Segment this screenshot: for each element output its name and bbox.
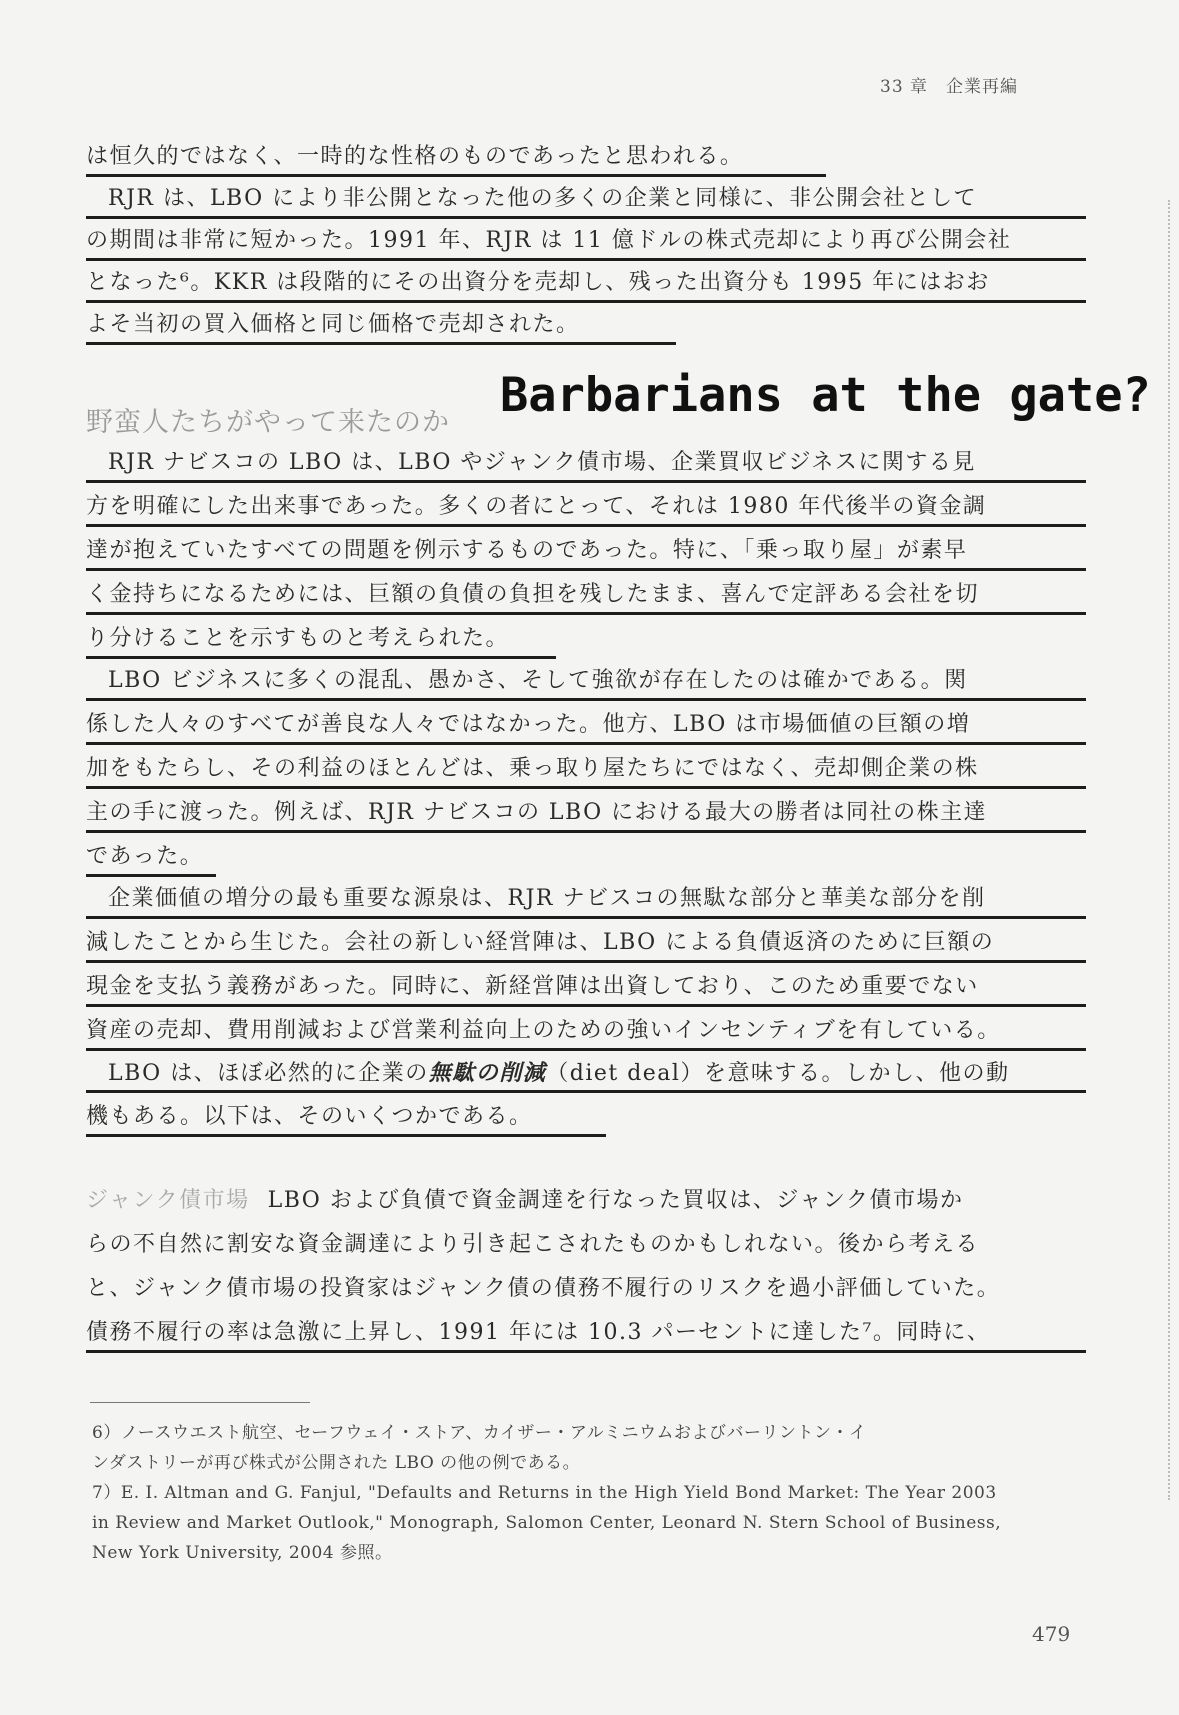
text-line: 方を明確にした出来事であった。多くの者にとって、それは 1980 年代後半の資金調 [86, 492, 1086, 527]
text-line: 企業価値の増分の最も重要な源泉は、RJR ナビスコの無駄な部分と華美な部分を削 [86, 884, 1086, 919]
text-line: 債務不履行の率は急激に上昇し、1991 年には 10.3 パーセントに達した⁷。同時に、 [86, 1318, 1086, 1353]
emphasis-text: 無駄の削減 [428, 1060, 547, 1086]
footnote-line: 7）E. I. Altman and G. Fanjul, "Defaults and Returns in the High Yield Bond Market: The Year 2003 [92, 1483, 997, 1503]
text-line: は恒久的ではなく、一時的な性格のものであったと思われる。 [86, 142, 826, 177]
text-line: 資産の売却、費用削減および営業利益向上のための強いインセンティブを有している。 [86, 1016, 1086, 1051]
text-line: の期間は非常に短かった。1991 年、RJR は 11 億ドルの株式売却により再び公開会社 [86, 226, 1086, 261]
text-line: り分けることを示すものと考えられた。 [86, 624, 556, 659]
footnotes [92, 1418, 1082, 1568]
text-line [86, 1058, 1086, 1093]
footnote-line: in Review and Market Outlook," Monograph, Salomon Center, Leonard N. Stern School of Business, [92, 1513, 1002, 1533]
text-line: であった。 [86, 842, 216, 877]
run-in-heading: ジャンク債市場 [86, 1188, 250, 1213]
page-edge-shadow [1168, 200, 1172, 1500]
text-line: となった⁶。KKR は段階的にその出資分を売却し、残った出資分も 1995 年にはおお [86, 268, 1086, 303]
footnote-divider [90, 1402, 310, 1403]
footnote-line: New York University, 2004 参照。 [92, 1543, 393, 1563]
text-line: 達が抱えていたすべての問題を例示するものであった。特に、「乗っ取り屋」が素早 [86, 536, 1086, 571]
text-line: LBO ビジネスに多くの混乱、愚かさ、そして強欲が存在したのは確かである。関 [86, 666, 1086, 701]
footnote-line: 6）ノースウエスト航空、セーフウェイ・ストア、カイザー・アルミニウムおよびバーリントン・イ [92, 1423, 867, 1443]
text-line: 機もある。以下は、そのいくつかである。 [86, 1102, 606, 1137]
text-line: 現金を支払う義務があった。同時に、新経営陣は出資しており、このため重要でない [86, 972, 1086, 1007]
text-segment: LBO は、ほぼ必然的に企業の [108, 1061, 429, 1086]
overlay-title: Barbarians at the gate? [500, 368, 1151, 423]
running-head: 33 章 企業再編 [880, 77, 1019, 97]
text-line: らの不自然に割安な資金調達により引き起こされたものかもしれない。後から考える [86, 1232, 980, 1257]
footnote-line: ンダストリーが再び株式が公開された LBO の他の例である。 [92, 1453, 581, 1473]
text-line: と、ジャンク債市場の投資家はジャンク債の債務不履行のリスクを過小評価していた。 [86, 1276, 1001, 1301]
page-number: 479 [1032, 1622, 1071, 1646]
text-line: く金持ちになるためには、巨額の負債の負担を残したまま、喜んで定評ある会社を切 [86, 580, 1086, 615]
section-heading: 野蛮人たちがやって来たのか [86, 407, 450, 438]
text-line: 加をもたらし、その利益のほとんどは、乗っ取り屋たちにではなく、売却側企業の株 [86, 754, 1086, 789]
text-line: 主の手に渡った。例えば、RJR ナビスコの LBO における最大の勝者は同社の株主達 [86, 798, 1086, 833]
text-line: RJR ナビスコの LBO は、LBO やジャンク債市場、企業買収ビジネスに関する見 [86, 448, 1086, 483]
text-line: RJR は、LBO により非公開となった他の多くの企業と同様に、非公開会社として [86, 184, 1086, 219]
text-line: 減したことから生じた。会社の新しい経営陣は、LBO による負債返済のために巨額の [86, 928, 1086, 963]
text-line [86, 1186, 1086, 1216]
text-segment: LBO および負債で資金調達を行なった買収は、ジャンク債市場か [267, 1188, 964, 1213]
text-line: よそ当初の買入価格と同じ価格で売却された。 [86, 310, 676, 345]
text-segment: （diet deal）を意味する。しかし、他の動 [546, 1061, 1010, 1086]
text-line: 係した人々のすべてが善良な人々ではなかった。他方、LBO は市場価値の巨額の増 [86, 710, 1086, 745]
